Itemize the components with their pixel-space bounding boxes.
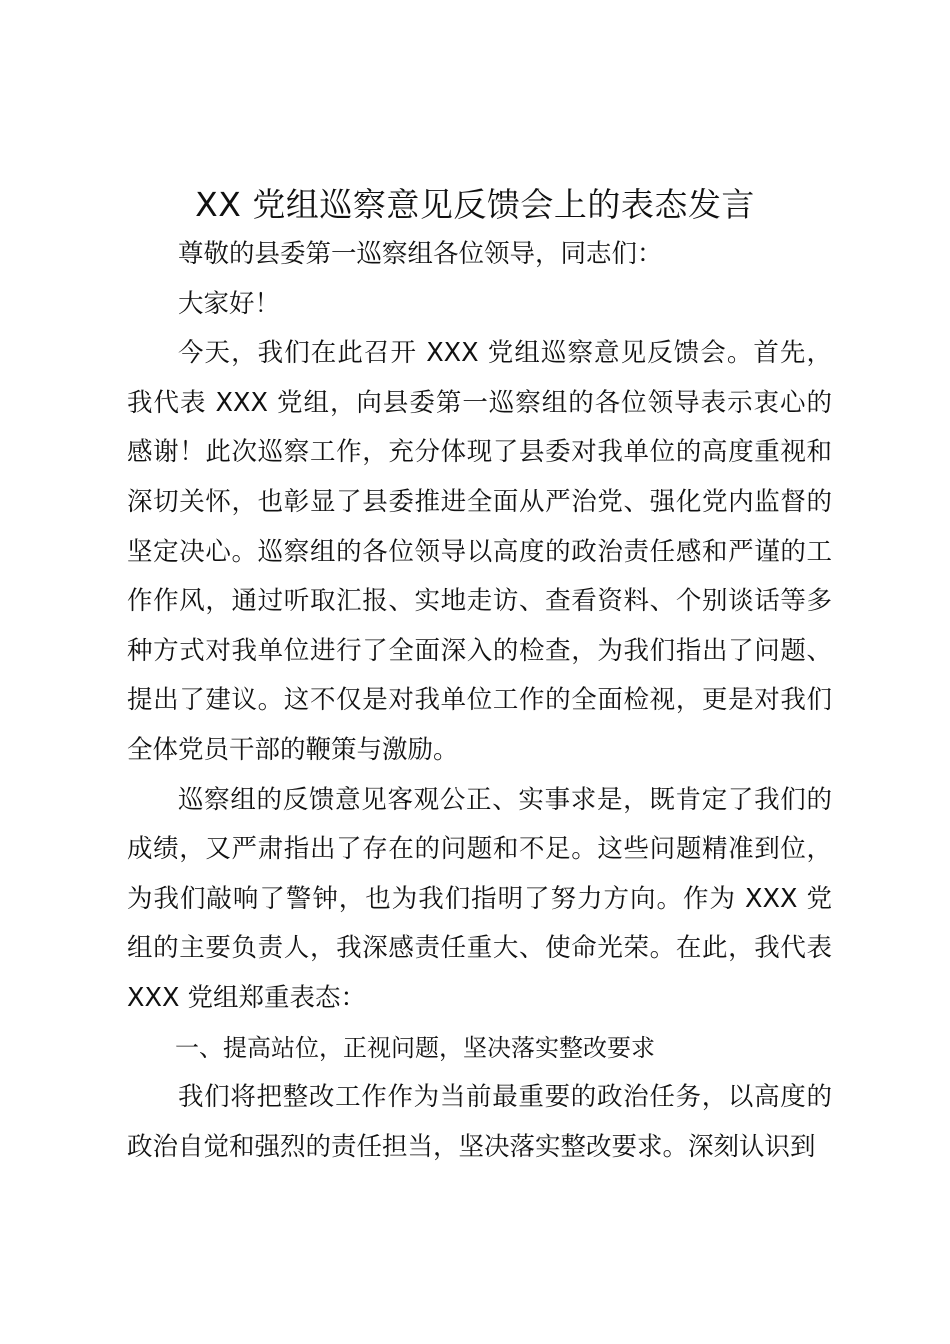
- document-body: [127, 230, 832, 1172]
- section-heading-1: 一、提高站位，正视问题，坚决落实整改要求: [175, 1033, 655, 1062]
- opening-paragraph: 今天，我们在此召开 XXX 党组巡察意见反馈会。首先，我代表 XXX 党组，向县委第一巡察组的各位领导表示衷心的感谢！此次巡察工作，充分体现了县委对我单位的高度重视和深切关怀，也彰显了县委推进全面从严治党、强化党内监督的坚定决心。巡察组的各位领导以高度的政治责任感和严谨的工作作风，通过听取汇报、实地走访、查看资料、个别谈话等多种方式对我单位进行了全面深入的检查，为我们指出了问题、提出了建议。这不仅是对我单位工作的全面检视，更是对我们全体党员干部的鞭策与激励。: [127, 338, 832, 765]
- greeting-paragraph: 大家好！: [178, 288, 281, 319]
- salutation-paragraph: 尊敬的县委第一巡察组各位领导，同志们：: [178, 239, 663, 269]
- section-1-paragraph: 我们将把整改工作作为当前最重要的政治任务，以高度的政治自觉和强烈的责任担当，坚决落实整改要求。深刻认识到: [127, 1082, 832, 1162]
- document-title: XX 党组巡察意见反馈会上的表态发言: [195, 185, 755, 224]
- feedback-paragraph: 巡察组的反馈意见客观公正、实事求是，既肯定了我们的成绩，又严肃指出了存在的问题和不足。这些问题精准到位，为我们敲响了警钟，也为我们指明了努力方向。作为 XXX 党组的主要负责人，我深感责任重大、使命光荣。在此，我代表 XXX 党组郑重表态：: [127, 784, 832, 1013]
